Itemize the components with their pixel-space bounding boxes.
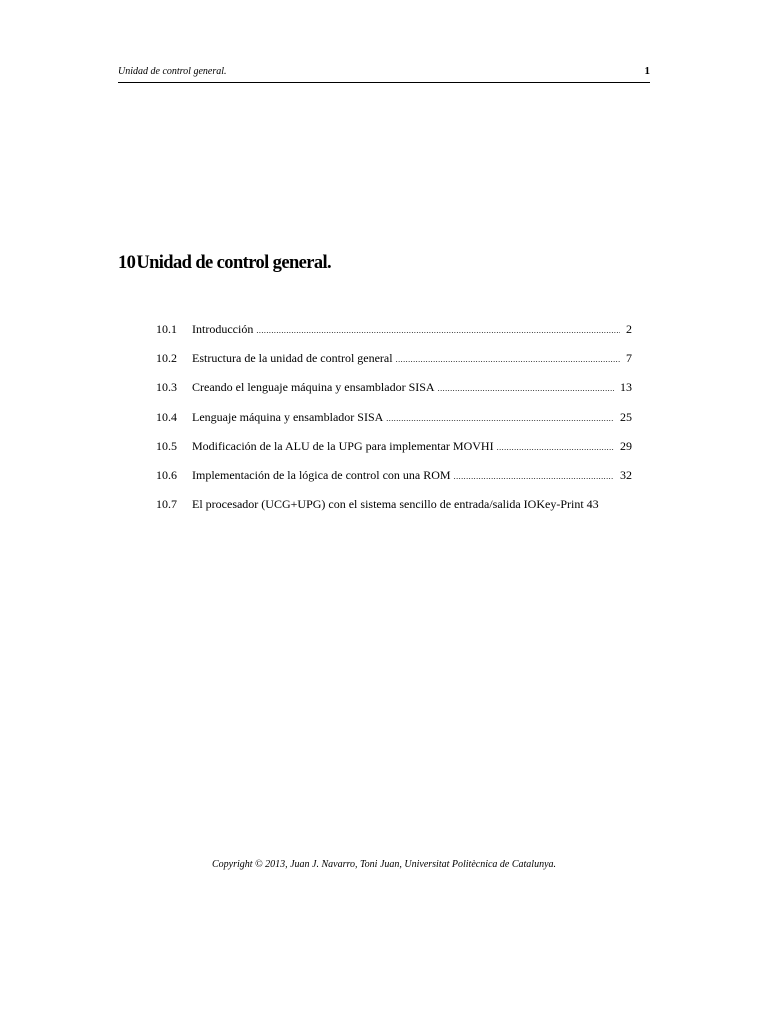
copyright-notice: Copyright © 2013, Juan J. Navarro, Toni Juan, Universitat Politècnica de Catalunya. <box>211 859 557 870</box>
chapter-title: Unidad de control general. <box>136 253 332 273</box>
toc-entry-title: Introducción <box>192 322 254 336</box>
toc-entry-10-3[interactable] <box>156 378 632 396</box>
toc-entry-number: 10.1 <box>156 322 177 336</box>
page-number: 1 <box>644 65 650 77</box>
toc-entry-page: 2 <box>626 322 632 336</box>
toc-dot-leader <box>256 322 620 340</box>
chapter-heading <box>118 253 331 274</box>
running-title: Unidad de control general. <box>118 66 227 77</box>
toc-entry-page: 13 <box>620 380 632 394</box>
toc-entry-10-4[interactable] <box>156 408 632 426</box>
toc-entry-page: 32 <box>620 468 632 482</box>
toc-entry-title: Lenguaje máquina y ensamblador SISA <box>192 410 384 424</box>
toc-entry-page: 25 <box>620 410 632 424</box>
header-rule <box>118 82 650 83</box>
toc-entry-title: El procesador (UCG+UPG) con el sistema sencillo de entrada/salida IOKey-Print <box>192 497 584 511</box>
toc-entry-number: 10.6 <box>156 468 177 482</box>
toc-dot-leader <box>386 410 614 428</box>
toc-entry-title: Creando el lenguaje máquina y ensamblador SISA <box>192 380 435 394</box>
toc-dot-leader <box>396 351 620 369</box>
toc-entry-page: 43 <box>586 497 599 511</box>
toc-entry-number: 10.3 <box>156 380 177 394</box>
toc-entry-number: 10.2 <box>156 351 177 365</box>
toc-dot-leader <box>438 380 614 398</box>
toc-entry-page: 7 <box>626 351 632 365</box>
toc-entry-title: Implementación de la lógica de control con una ROM <box>192 468 451 482</box>
toc-entry-10-7[interactable] <box>156 495 632 513</box>
running-header <box>118 64 650 82</box>
toc-entry-page: 29 <box>620 439 632 453</box>
toc-entry-10-1[interactable] <box>156 320 632 338</box>
toc-entry-title: Estructura de la unidad de control general <box>192 351 393 365</box>
toc-entry-10-2[interactable] <box>156 349 632 367</box>
toc-entry-10-5[interactable] <box>156 437 632 455</box>
toc-entry-number: 10.7 <box>156 497 177 511</box>
toc-entry-number: 10.5 <box>156 439 177 453</box>
chapter-number: 10 <box>118 253 136 273</box>
toc-dot-leader <box>497 439 614 457</box>
toc-entry-title: Modificación de la ALU de la UPG para implementar MOVHI <box>192 439 494 453</box>
toc-dot-leader <box>454 468 614 486</box>
toc-entry-number: 10.4 <box>156 410 177 424</box>
toc-entry-10-6[interactable] <box>156 466 632 484</box>
